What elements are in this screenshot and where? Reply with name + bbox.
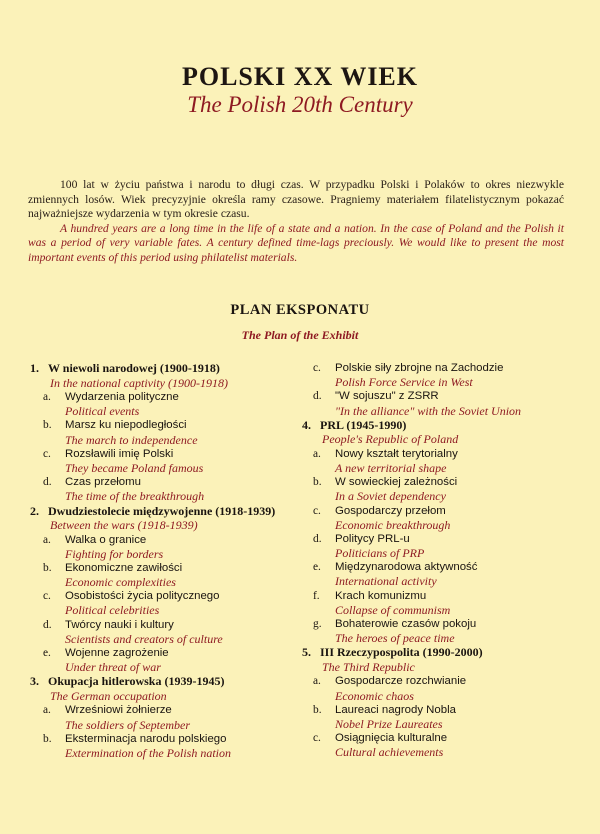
section-heading-en: The German occupation [50,688,167,703]
section-heading: 1. W niewoli narodowej (1900-1918) [30,361,220,375]
list-item-en: The soldiers of September [65,717,190,732]
page-title: POLSKI XX WIEK [181,62,418,91]
list-item-en: Nobel Prize Laureates [335,716,443,731]
list-item: d. "W sojuszu" z ZSRR [313,390,439,403]
list-item: f. Krach komunizmu [313,589,427,602]
section-3-continued [302,361,594,418]
list-item: c. Polskie siły zbrojne na Zachodzie [313,362,504,374]
list-item: d. Czas przełomu [43,476,141,489]
list-item-en: The heroes of peace time [335,631,455,646]
list-item-en: Scientists and creators of culture [65,631,223,646]
list-item: b. Ekonomiczne zawiłości [43,561,183,574]
list-item-en: Polish Force Service in West [335,375,473,390]
page-subtitle: The Polish 20th Century [187,92,413,117]
list-item-en: A new territorial shape [335,460,447,475]
intro-english: A hundred years are a long time in the life of a state and a nation. In the case of Poland and the Polish it was a period of very variable fates. A century defined time-lags preciously. We would like to present the most important events of this period using philatelist materials. [28,221,564,264]
section-heading-en: The Third Republic [322,659,415,674]
plan-subtitle: The Plan of the Exhibit [241,328,359,342]
list-item-en: Economic breakthrough [335,517,451,532]
list-item-en: Fighting for borders [65,546,164,561]
list-item-en: Economic chaos [335,688,414,703]
list-item-en: The march to independence [65,432,198,447]
list-item: a. Nowy kształt terytorialny [313,447,458,460]
intro-text [28,178,564,266]
list-item-en: Political celebrities [65,603,160,618]
list-item: a. Wrześniowi żołnierze [43,704,172,717]
list-item-en: International activity [335,574,437,589]
list-item-en: Under threat of war [65,660,161,675]
outline-left-column [30,361,298,760]
list-item: c. Rozsławili imię Polski [43,447,174,460]
section-heading: 4. PRL (1945-1990) [302,417,407,432]
list-item: e. Wojenne zagrożenie [43,647,169,659]
plan-title: PLAN EKSPONATU [230,302,370,318]
list-item: b. Marsz ku niepodległości [43,419,187,432]
list-item-en: The time of the breakthrough [65,489,205,504]
outline-right-column [302,361,594,760]
list-item-en: Extermination of the Polish nation [65,745,231,760]
list-item: a. Walka o granice [43,533,147,546]
section-3 [30,674,298,760]
section-1 [30,361,298,504]
list-item: a. Wydarzenia polityczne [43,391,179,403]
section-heading-en: In the national captivity (1900-1918) [50,375,228,390]
list-item-en: Politicians of PRP [335,546,425,561]
section-heading: 2. Dwudziestolecie międzywojenne (1918-1939) [30,503,276,518]
list-item: c. Osiągnięcia kulturalne [313,732,448,745]
list-item: a. Gospodarcze rozchwianie [313,675,467,688]
section-heading: 3. Okupacja hitlerowska (1939-1945) [30,674,225,689]
list-item: b. Laureaci nagrody Nobla [313,703,456,716]
list-item: e. Międzynarodowa aktywność [313,561,478,574]
list-item-en: Cultural achievements [335,745,444,760]
list-item: c. Osobistości życia politycznego [43,590,220,603]
list-item: d. Politycy PRL-u [313,532,410,545]
section-2 [30,504,298,675]
section-4 [302,418,594,646]
section-heading: 5. III Rzeczypospolita (1990-2000) [302,645,483,660]
section-5 [302,645,594,759]
list-item: b. Eksterminacja narodu polskiego [43,732,227,745]
intro-polish: 100 lat w życiu państwa i narodu to długi czas. W przypadku Polski i Polaków to okres niezwykle zmiennych losów. Wiek precyzyjnie określa ramy czasowe. Pragniemy materiałem filatelistycznym pokazać najważniejsze wydarzenia w tym okresie czasu. [28,178,564,221]
list-item: b. W sowieckiej zależności [313,476,458,489]
list-item-en: Economic complexities [65,575,176,590]
list-item-en: They became Poland famous [65,460,204,475]
list-item: g. Bohaterowie czasów pokoju [313,618,477,630]
section-heading-en: Between the wars (1918-1939) [50,518,198,532]
list-item-en: Political events [65,404,140,419]
section-heading-en: People's Republic of Poland [322,432,459,447]
list-item: c. Gospodarczy przełom [313,504,446,517]
list-item-en: In a Soviet dependency [335,489,446,504]
list-item-en: "In the alliance" with the Soviet Union [335,403,522,418]
list-item-en: Collapse of communism [335,602,451,617]
list-item: d. Twórcy nauki i kultury [43,618,174,631]
